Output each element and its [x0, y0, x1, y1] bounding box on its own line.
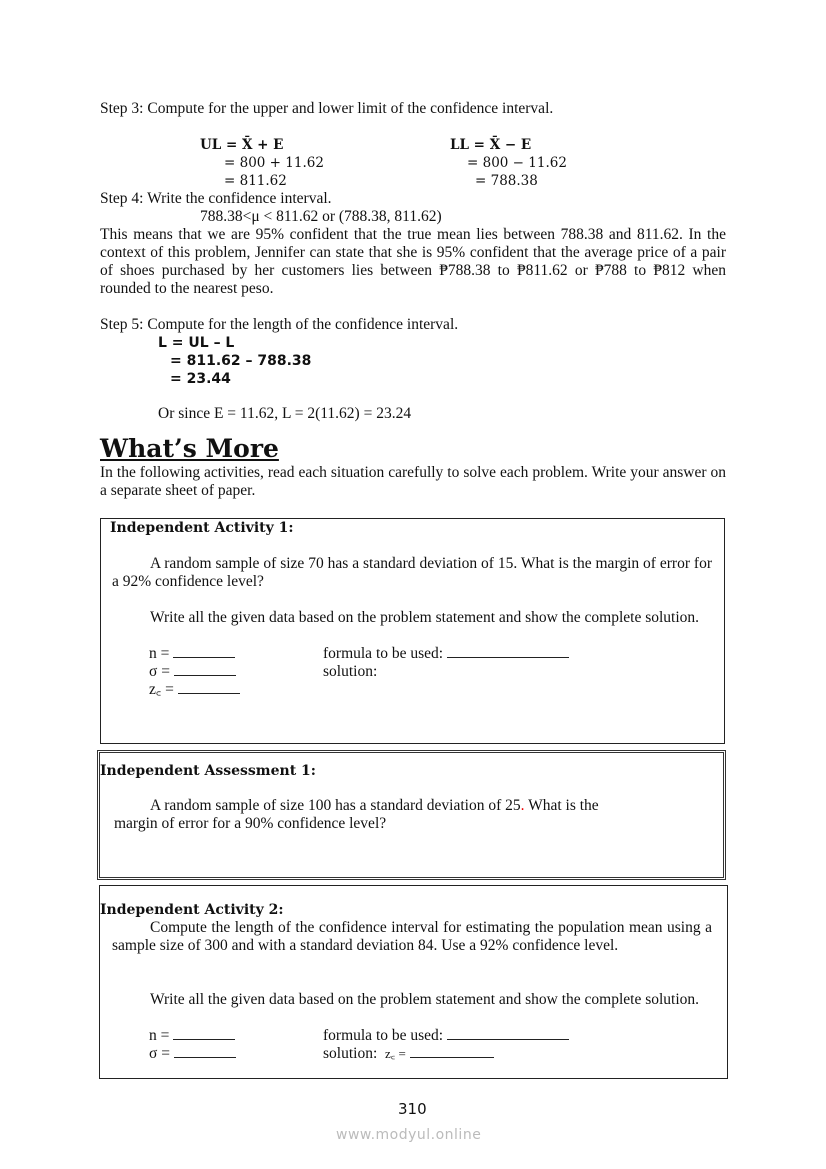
step3-title: Step 3: Compute for the upper and lower limit of the confidence interval.	[100, 100, 554, 117]
assessment1-title: Independent Assessment 1:	[100, 763, 316, 779]
sigma-blank[interactable]	[174, 663, 236, 676]
problem-text: What is the	[524, 797, 599, 814]
assessment1-problem-cont: margin of error for a 90% confidence level?	[114, 815, 387, 832]
formula-blank[interactable]	[447, 645, 569, 658]
zc-label: z꜀ =	[149, 681, 174, 698]
watermark: www.modyul.online	[336, 1127, 482, 1143]
activity2-instructions: Write all the given data based on the problem statement and show the complete solution.	[150, 991, 700, 1008]
activity1-title: Independent Activity 1:	[110, 520, 294, 536]
activity2-problem: Compute the length of the confidence interval for estimating the population mean using a sample size of 300 and with a standard deviation 84. Use a 92% confidence level.	[112, 919, 712, 954]
red-period: .	[520, 797, 525, 814]
step4-title: Step 4: Write the confidence interval.	[100, 190, 332, 207]
zc-label: z꜀ =	[385, 1046, 406, 1061]
problem-text: A random sample of size 100 has a standard deviation of 25	[150, 797, 521, 814]
solution-label: solution:	[323, 663, 378, 680]
ll-line: = 800 − 11.62	[467, 155, 567, 171]
activity2-title: Independent Activity 2:	[100, 902, 284, 918]
whats-more-heading: What’s More	[100, 434, 279, 463]
activity1-problem: A random sample of size 70 has a standard deviation of 15. What is the margin of error for a 92% confidence level?	[112, 555, 712, 590]
step5-title: Step 5: Compute for the length of the confidence interval.	[100, 316, 459, 333]
n-label: n =	[149, 1027, 170, 1044]
length-formula: L = UL – L	[158, 335, 235, 351]
n-blank[interactable]	[173, 1027, 235, 1040]
page-number: 310	[398, 1100, 427, 1118]
ul-line: = 800 + 11.62	[224, 155, 324, 171]
whats-more-intro: In the following activities, read each situation carefully to solve each problem. Write your answer on a separate sheet of paper.	[100, 464, 726, 499]
length-line: = 811.62 – 788.38	[170, 353, 312, 369]
zc-blank[interactable]	[178, 681, 240, 694]
activity2-box	[99, 885, 728, 1079]
activity1-box	[100, 518, 725, 744]
sigma-blank[interactable]	[174, 1045, 236, 1058]
alternative-length: Or since E = 11.62, L = 2(11.62) = 23.24	[158, 405, 412, 422]
confidence-interval: 788.38<μ < 811.62 or (788.38, 811.62)	[200, 208, 442, 225]
activity1-instructions: Write all the given data based on the problem statement and show the complete solution.	[150, 609, 700, 626]
interpretation-paragraph: This means that we are 95% confident that the true mean lies between 788.38 and 811.62. In the context of this problem, Jennifer can state that she is 95% confident that the average price of a pair of shoes purchased by her customers lies between ₱788.38 to ₱811.62 or ₱788 to ₱812 when rounded to the nearest peso.	[100, 226, 726, 297]
ll-formula: LL = X̄ − E	[450, 137, 532, 153]
ll-line: = 788.38	[475, 173, 538, 189]
solution-label: solution:	[323, 1045, 378, 1062]
ul-line: = 811.62	[224, 173, 287, 189]
formula-label: formula to be used:	[323, 645, 444, 662]
ul-formula: UL = X̄ + E	[200, 137, 284, 153]
zc-blank[interactable]	[410, 1045, 494, 1058]
sigma-label: σ =	[149, 1045, 170, 1062]
formula-label: formula to be used:	[323, 1027, 444, 1044]
length-line: = 23.44	[170, 371, 231, 387]
sigma-label: σ =	[149, 663, 170, 680]
formula-blank[interactable]	[447, 1027, 569, 1040]
assessment1-box	[97, 750, 726, 880]
assessment1-problem	[150, 797, 599, 815]
n-blank[interactable]	[173, 645, 235, 658]
n-label: n =	[149, 645, 170, 662]
